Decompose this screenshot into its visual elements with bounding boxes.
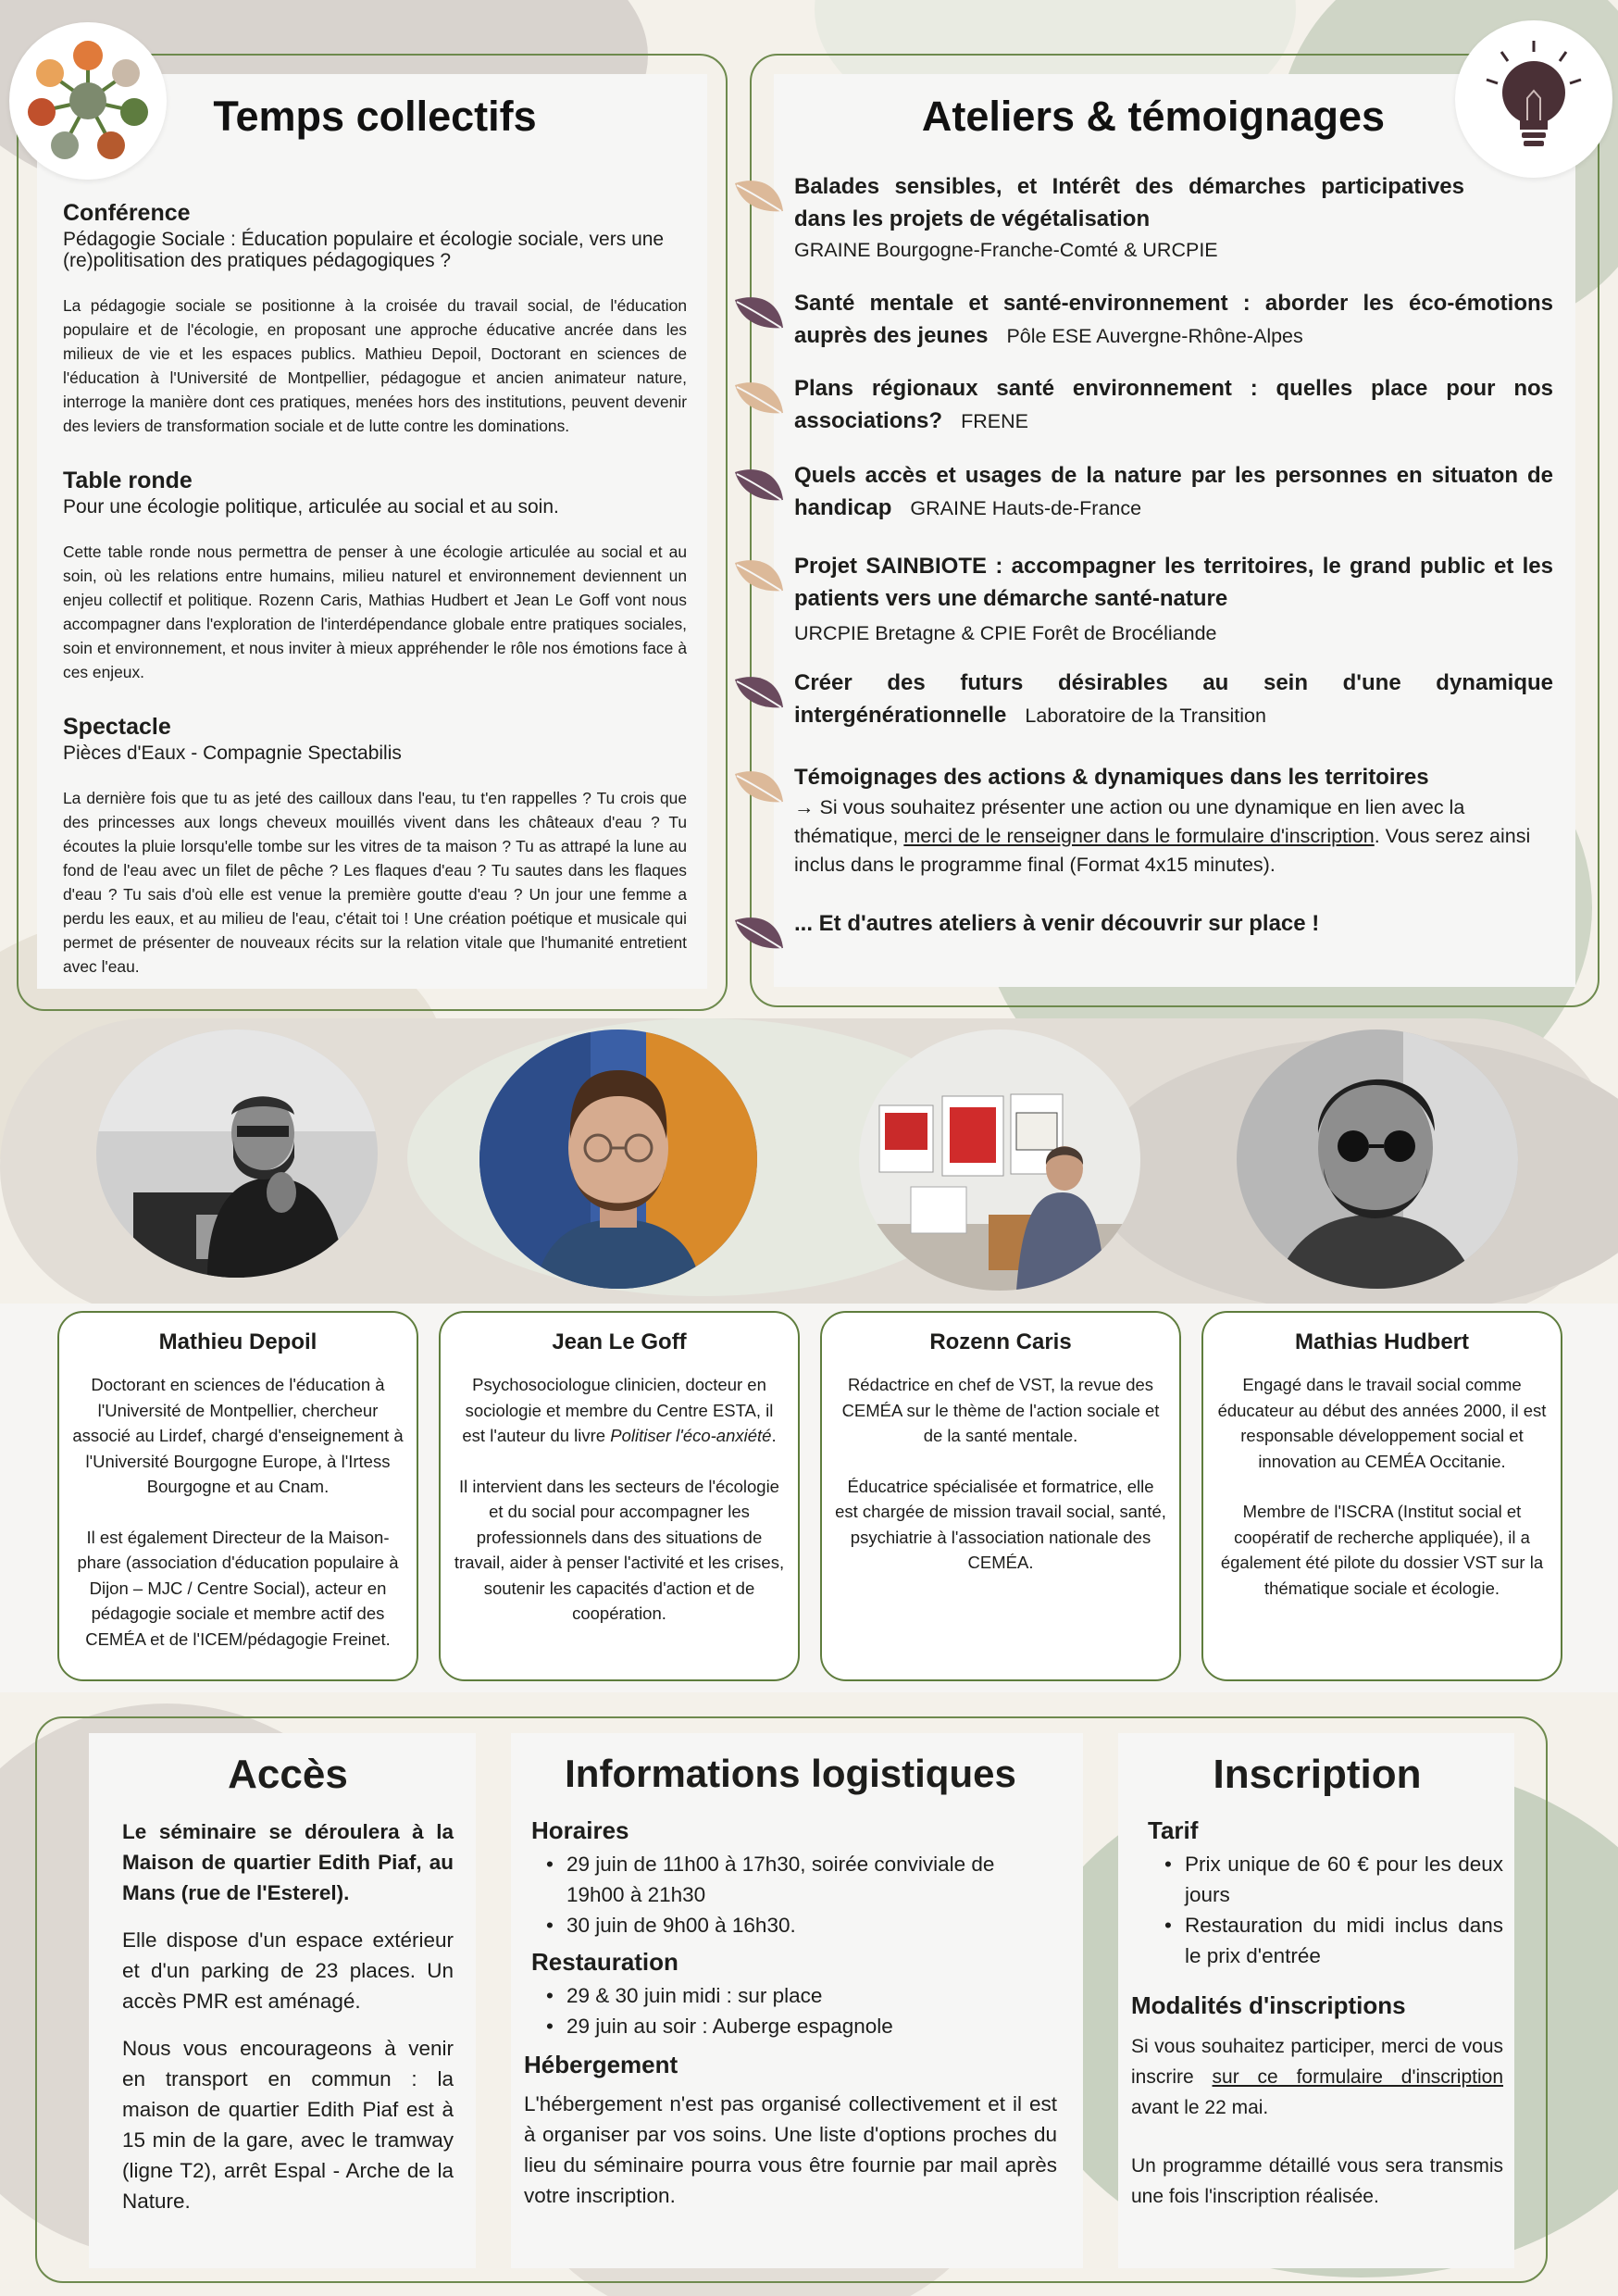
acces-section bbox=[122, 1752, 454, 2216]
leaf-icon bbox=[733, 913, 785, 957]
atelier-item-3 bbox=[794, 372, 1553, 438]
speaker-bio: Il intervient dans les secteurs de l'écologie et du social pour accompagner les professionnels dans des situations de travail, aider à penser l'activité et les crises, soutenir les capacités d'action et de coopération. bbox=[454, 1476, 785, 1623]
atelier-item-8 bbox=[794, 907, 1553, 940]
speaker-card-mathias-hudbert bbox=[1201, 1311, 1562, 1681]
speaker-bio: Engagé dans le travail social comme éducateur au début des années 2000, il est responsable développement social et innovation au CEMÉA Occitanie. bbox=[1217, 1375, 1547, 1471]
atelier-item-7 bbox=[794, 761, 1553, 880]
table-ronde-heading: Table ronde bbox=[63, 468, 193, 493]
table-ronde-body: Cette table ronde nous permettra de penser à une écologie articulée au social et au soin, où les relations entre humains, milieu naturel et environnement deviennent un enjeu collectif et politique. Rozenn Caris, Mathias Hudbert et Jean Le Goff vont nous accompagner dans l'exploration de l'interdépendance globale entre pratiques sociales, soin et environnement, et nous inviter à mieux appréhender le rôle nos émotions face à ces enjeux. bbox=[63, 543, 687, 681]
modalites-heading: Modalités d'inscriptions bbox=[1131, 1991, 1406, 2019]
atelier-org: URCPIE Bretagne & CPIE Forêt de Brocéliande bbox=[794, 622, 1217, 644]
atelier-title: Témoignages des actions & dynamiques dans les territoires bbox=[794, 765, 1429, 790]
list-item: • 29 juin de 11h00 à 17h30, soirée conviviale de 19h00 à 21h30 bbox=[544, 1849, 1057, 1910]
speaker-card-rozenn-caris bbox=[820, 1311, 1181, 1681]
conference-block bbox=[63, 200, 687, 438]
leaf-icon bbox=[733, 767, 785, 811]
leaf-icon bbox=[733, 555, 785, 600]
acces-title: Accès bbox=[228, 1752, 348, 1797]
tarif-heading: Tarif bbox=[1148, 1816, 1199, 1844]
tarif-list bbox=[1163, 1849, 1503, 1971]
speaker-name: Mathias Hudbert bbox=[1294, 1329, 1469, 1354]
atelier-item-6 bbox=[794, 667, 1553, 732]
atelier-item-1 bbox=[794, 170, 1464, 262]
list-item: • Prix unique de 60 € pour les deux jours bbox=[1163, 1849, 1503, 1910]
table-ronde-subtitle: Pour une écologie politique, articulée au social et au soin. bbox=[63, 496, 559, 518]
modalites-text: Si vous souhaitez participer, merci de vous inscrire sur ce formulaire d'inscription avant le 22 mai. bbox=[1131, 2036, 1504, 2118]
restauration-heading: Restauration bbox=[531, 1948, 678, 1976]
atelier-org: GRAINE Bourgogne-Franche-Comté & URCPIE bbox=[794, 239, 1218, 261]
conference-body: La pédagogie sociale se positionne à la croisée du travail social, de l'éducation populaire et de l'écologie, en proposant une approche éducative ancrée dans les milieux de vie et les espaces publics. Mathieu Depoil, Doctorant en sciences de l'éducation à l'Université de Montpellier, pédagogue et ancien animateur nature, interroge la manière dont ces pratiques, menées hors des institutions, peuvent devenir des leviers de transformation sociale et de lutte contre les dominations. bbox=[63, 296, 687, 435]
ateliers-title: Ateliers & témoignages bbox=[921, 93, 1386, 140]
acces-parking: Elle dispose d'un espace extérieur et d'un parking de 23 places. Un accès PMR est aménagé. bbox=[122, 1928, 454, 2013]
restauration-list bbox=[544, 1980, 1057, 2041]
horaires-heading: Horaires bbox=[531, 1816, 629, 1844]
conference-heading: Conférence bbox=[63, 200, 191, 226]
horaires-list bbox=[544, 1849, 1057, 1940]
speaker-photo-jean-le-goff bbox=[479, 1029, 757, 1289]
inscription-section bbox=[1131, 1752, 1503, 2212]
atelier-title: Plans régionaux santé environnement : quelles place pour nos associations? bbox=[794, 376, 1553, 433]
speaker-bio: Éducatrice spécialisée et formatrice, elle est chargée de mission travail social, santé, psychiatrie à l'association nationale des CEMÉA. bbox=[835, 1476, 1166, 1572]
atelier-description: → Si vous souhaitez présenter une action ou une dynamique en lien avec la thématique, merci de le renseigner dans le formulaire d'inscription. Vous serez ainsi inclus dans le programme final (Format 4x15 minutes). bbox=[794, 796, 1531, 876]
atelier-title: Projet SAINBIOTE : accompagner les territoires, le grand public et les patients vers une démarche santé-nature bbox=[794, 554, 1553, 611]
table-ronde-block bbox=[63, 468, 687, 684]
temps-blocks bbox=[63, 200, 687, 979]
list-item: • Restauration du midi inclus dans le prix d'entrée bbox=[1163, 1910, 1503, 1971]
speaker-bio: Psychosociologue clinicien, docteur en sociologie et membre du Centre ESTA, il est l'auteur du livre Politiser l'éco-anxiété. bbox=[462, 1375, 777, 1445]
temps-collectifs-title: Temps collectifs bbox=[213, 93, 537, 140]
spectacle-subtitle: Pièces d'Eaux - Compagnie Spectabilis bbox=[63, 742, 402, 764]
lightbulb-icon bbox=[1455, 20, 1612, 178]
inscription-form-link[interactable]: merci de le renseigner dans le formulaire d'inscription bbox=[903, 825, 1375, 847]
inscription-form-link[interactable]: sur ce formulaire d'inscription bbox=[1212, 2066, 1504, 2088]
atelier-org: GRAINE Hauts-de-France bbox=[910, 497, 1142, 519]
leaf-icon bbox=[733, 465, 785, 509]
leaf-icon bbox=[733, 293, 785, 337]
speaker-name: Rozenn Caris bbox=[929, 1329, 1072, 1354]
atelier-org: FRENE bbox=[961, 410, 1028, 432]
speaker-card-jean-le-goff bbox=[439, 1311, 800, 1681]
atelier-title: ... Et d'autres ateliers à venir découvrir sur place ! bbox=[794, 911, 1320, 936]
programme-text: Un programme détaillé vous sera transmis une fois l'inscription réalisée. bbox=[1131, 2155, 1503, 2207]
hebergement-heading: Hébergement bbox=[524, 2051, 678, 2078]
spectacle-heading: Spectacle bbox=[63, 714, 171, 740]
leaf-icon bbox=[733, 672, 785, 717]
atelier-item-4 bbox=[794, 459, 1553, 525]
logistique-section bbox=[524, 1752, 1057, 2211]
list-item: • 29 juin au soir : Auberge espagnole bbox=[544, 2011, 1057, 2041]
speaker-bio: Il est également Directeur de la Maison-phare (association d'éducation populaire à Dijon – MJC / Centre Social), acteur en pédagogie sociale et membre actif des CEMÉA et de l'ICEM/pédagogie Freinet. bbox=[77, 1527, 399, 1649]
conference-subtitle: Pédagogie Sociale : Éducation populaire et écologie sociale, vers une (re)politisation des pratiques pédagogiques ? bbox=[63, 229, 665, 271]
leaf-icon bbox=[733, 176, 785, 220]
acces-intro: Le séminaire se déroulera à la Maison de quartier Edith Piaf, au Mans (rue de l'Esterel). bbox=[122, 1820, 454, 1904]
list-item: • 29 & 30 juin midi : sur place bbox=[544, 1980, 1057, 2011]
atelier-title: Quels accès et usages de la nature par les personnes en situaton de handicap bbox=[794, 463, 1553, 520]
speaker-bio: Rédactrice en chef de VST, la revue des CEMÉA sur le thème de l'action sociale et de la santé mentale. bbox=[841, 1375, 1160, 1445]
list-item: • 30 juin de 9h00 à 16h30. bbox=[544, 1910, 1057, 1940]
speaker-photo-rozenn-caris bbox=[859, 1029, 1140, 1291]
speaker-photo-mathieu-depoil bbox=[96, 1029, 378, 1278]
acces-transport: Nous vous encourageons à venir en transport en commun : la maison de quartier Edith Piaf est à 15 min de la gare, avec le tramway (ligne T2), arrêt Espal - Arche de la Nature. bbox=[122, 2037, 454, 2213]
atelier-org: Laboratoire de la Transition bbox=[1025, 705, 1266, 727]
atelier-item-5 bbox=[794, 550, 1553, 645]
speaker-card-mathieu-depoil bbox=[57, 1311, 418, 1681]
spectacle-body: La dernière fois que tu as jeté des cailloux dans l'eau, tu t'en rappelles ? Tu crois que des princesses aux longs cheveux mouillés vivent dans les châteaux d'eau ? Tu écoutes la pluie lorsqu'elle tombe sur les vitres de ta maison ? Tu as attrapé la lune au fond de l'eau avec un filet de pêche ? Les flaques d'eau ? Tu sautes dans les flaques d'eau ? Tu sais d'où elle est venue la première goutte d'eau ? Un jour une femme a perdu les eaux, et au milieu de l'eau, c'était toi ! Une création poétique et musicale qui permet de présenter de nouveaux récits sur la relation vitale que l'humanité entretient avec l'eau. bbox=[63, 789, 687, 976]
inscription-title: Inscription bbox=[1213, 1752, 1422, 1797]
atelier-title: Balades sensibles, et Intérêt des démarches participatives dans les projets de végétalisation bbox=[794, 174, 1464, 231]
atelier-item-2 bbox=[794, 287, 1553, 353]
hebergement-text: L'hébergement n'est pas organisé collectivement et il est à organiser par vos soins. Une liste d'options proches du lieu du séminaire pourra vous être fournie par mail après votre inscription. bbox=[524, 2092, 1057, 2207]
leaf-icon bbox=[733, 378, 785, 422]
speaker-bio: Doctorant en sciences de l'éducation à l'Université de Montpellier, chercheur associé au Lirdef, chargé d'enseignement à l'Université Bourgogne Europe, à l'Irtess Bourgogne et au Cnam. bbox=[72, 1375, 404, 1496]
speaker-photo-mathias-hudbert bbox=[1237, 1029, 1518, 1289]
atelier-title: Créer des futurs désirables au sein d'une dynamique intergénérationnelle bbox=[794, 670, 1553, 728]
atelier-org: Pôle ESE Auvergne-Rhône-Alpes bbox=[1006, 325, 1303, 347]
speaker-bio: Membre de l'ISCRA (Institut social et coopératif de recherche appliquée), il a également été pilote du dossier VST sur la thématique sociale et écologie. bbox=[1220, 1502, 1544, 1598]
book-title: Politiser l'éco-anxiété bbox=[610, 1426, 772, 1445]
speaker-name: Mathieu Depoil bbox=[158, 1329, 317, 1354]
spectacle-block bbox=[63, 714, 687, 979]
atelier-title: Santé mentale et santé-environnement : aborder les éco-émotions auprès des jeunes bbox=[794, 291, 1553, 348]
logistique-title: Informations logistiques bbox=[565, 1752, 1016, 1795]
speaker-name: Jean Le Goff bbox=[552, 1329, 687, 1354]
lightbulb-badge bbox=[1455, 20, 1612, 178]
